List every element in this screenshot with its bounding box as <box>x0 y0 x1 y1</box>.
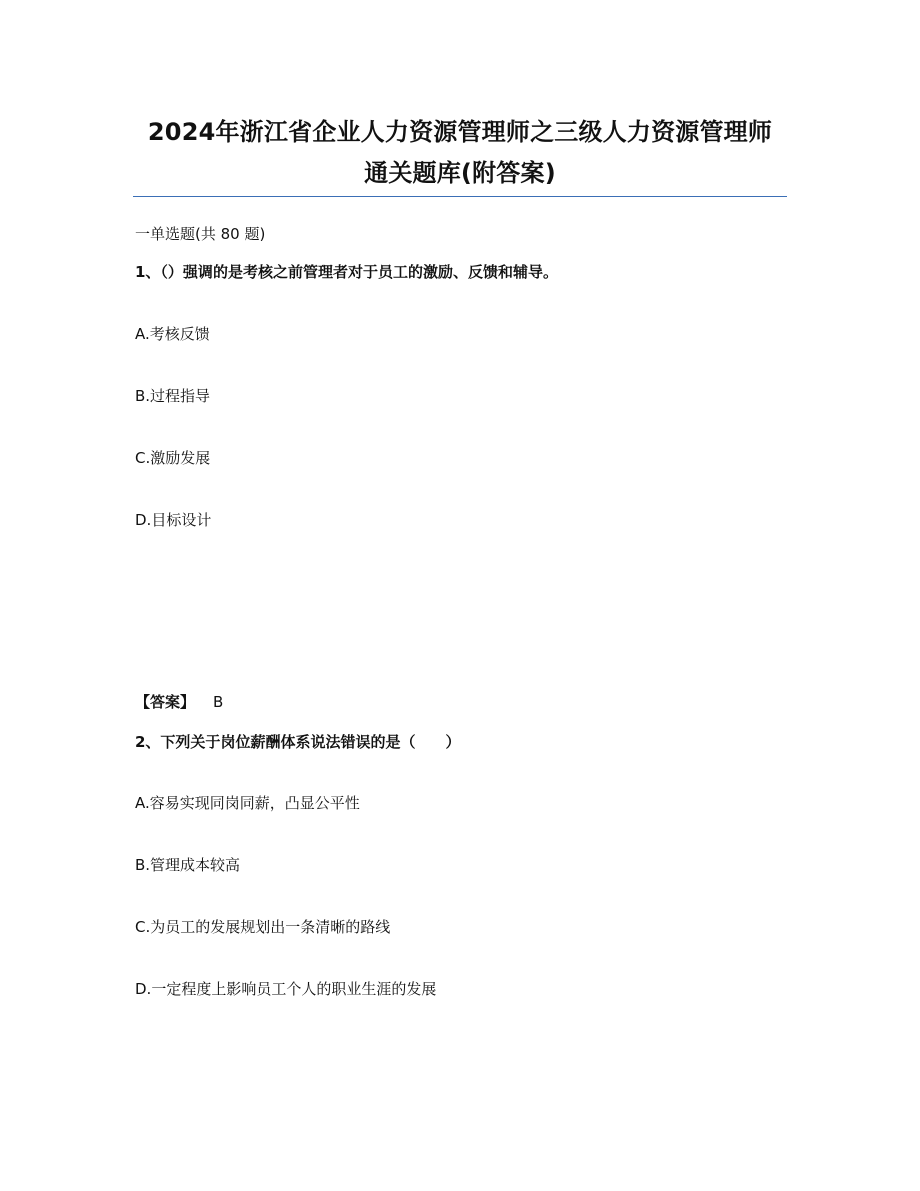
question-1-option-a: A.考核反馈 <box>135 325 210 343</box>
document-title-line-2: 通关题库(附答案) <box>364 159 556 187</box>
question-2-text: 2、下列关于岗位薪酬体系说法错误的是（ ） <box>135 733 461 751</box>
question-2-option-b: B.管理成本较高 <box>135 856 241 874</box>
question-1-text: 1、（）强调的是考核之前管理者对于员工的激励、反馈和辅导。 <box>135 263 558 281</box>
title-divider <box>133 196 787 197</box>
document-title-line-1: 2024年浙江省企业人力资源管理师之三级人力资源管理师 <box>147 118 773 146</box>
answer-value: B <box>213 693 224 711</box>
question-1-answer <box>135 692 223 712</box>
question-2-option-a: A.容易实现同岗同薪，凸显公平性 <box>135 794 360 812</box>
question-1-option-c: C.激励发展 <box>135 449 211 467</box>
section-heading: 一单选题(共 80 题) <box>135 225 266 243</box>
question-1-option-d: D.目标设计 <box>135 511 212 529</box>
question-2-option-d: D.一定程度上影响员工个人的职业生涯的发展 <box>135 980 437 998</box>
question-2-option-c: C.为员工的发展规划出一条清晰的路线 <box>135 918 391 936</box>
question-1-option-b: B.过程指导 <box>135 387 211 405</box>
answer-label: 【答案】 <box>135 693 196 711</box>
